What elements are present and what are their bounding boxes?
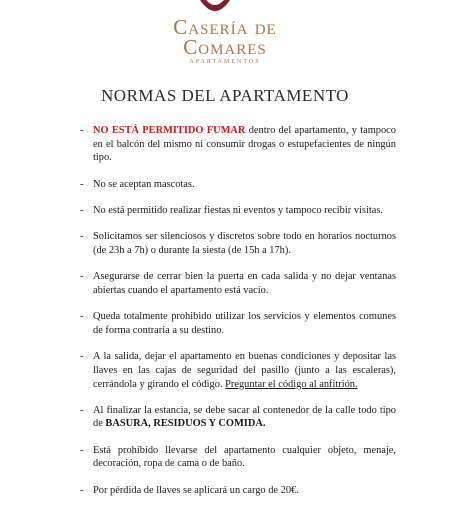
rule-highlight: NO ESTÁ PERMITIDO FUMAR xyxy=(93,125,246,136)
logo-emblem-icon xyxy=(198,0,232,16)
rule-close-door xyxy=(80,270,396,297)
rule-underlined-text: Preguntar el código al anfitrión. xyxy=(225,378,358,390)
page-title: NORMAS DEL APARTAMENTO xyxy=(101,86,349,105)
logo-text-line2: Comares xyxy=(183,35,267,59)
rule-text: Asegurarse de cerrar bien la puerta en cada salida y no dejar ventanas abiertas cuando el apartamento está vacío. xyxy=(93,271,396,296)
bullet-dash: - xyxy=(80,444,84,456)
logo xyxy=(0,0,450,78)
rule-text: Por pérdida de llaves se aplicará un cargo de 20€. xyxy=(93,484,299,496)
logo-subtitle: APARTAMENTOS xyxy=(189,59,261,65)
rule-text: Solicitamos ser silenciosos y discretos sobre todo en horarios nocturnos (de 23h a 7h) o durante la siesta (de 15h a 17h). xyxy=(93,231,396,256)
rule-text: A la salida, dejar el apartamento en buenas condiciones y depositar las llaves en las cajas de seguridad del pasillo (junto a las escaleras), cerrándola y girando el código. xyxy=(93,351,396,390)
bullet-dash: - xyxy=(80,178,84,190)
rule-text: No está permitido realizar fiestas ni eventos y tampoco recibir visitas. xyxy=(93,204,383,216)
logo-text-line1: Casería de xyxy=(173,15,277,39)
bullet-dash: - xyxy=(80,484,84,496)
rule-text: No se aceptan mascotas. xyxy=(93,178,195,190)
rule-text: Al finalizar la estancia, se debe sacar al contenedor de la calle todo tipo de xyxy=(93,404,396,430)
rule-no-parties xyxy=(80,204,396,218)
rule-no-pets xyxy=(80,178,396,192)
rules-list xyxy=(80,124,396,510)
rule-no-taking-items xyxy=(80,444,396,471)
rule-trash xyxy=(80,404,396,431)
rule-bold-text: BASURA, RESIDUOS Y COMIDA. xyxy=(105,418,266,430)
rule-text: Está prohibido llevarse del apartamento cualquier objeto, menaje, decoración, ropa de cama o de baño. xyxy=(93,444,396,470)
rule-lost-keys-fee xyxy=(80,484,396,498)
bullet-dash: - xyxy=(80,311,84,323)
bullet-dash: - xyxy=(80,271,84,283)
rule-text: Queda totalmente prohibido utilizar los servicios y elementos comunes de forma contraria a su destino. xyxy=(93,311,396,336)
bullet-dash: - xyxy=(80,351,84,363)
bullet-dash: - xyxy=(80,231,84,243)
bullet-dash: - xyxy=(80,204,84,216)
rule-common-elements xyxy=(80,310,396,337)
rule-checkout-keys xyxy=(80,350,396,391)
bullet-dash: - xyxy=(80,125,84,136)
rule-no-smoking xyxy=(80,124,396,165)
rule-quiet-hours xyxy=(80,230,396,257)
bullet-dash: - xyxy=(80,404,84,416)
rule-text: dentro del apartamento, y tampoco en el balcón del mismo ni consumir drogas o estupefacientes de ningún tipo. xyxy=(93,125,396,164)
